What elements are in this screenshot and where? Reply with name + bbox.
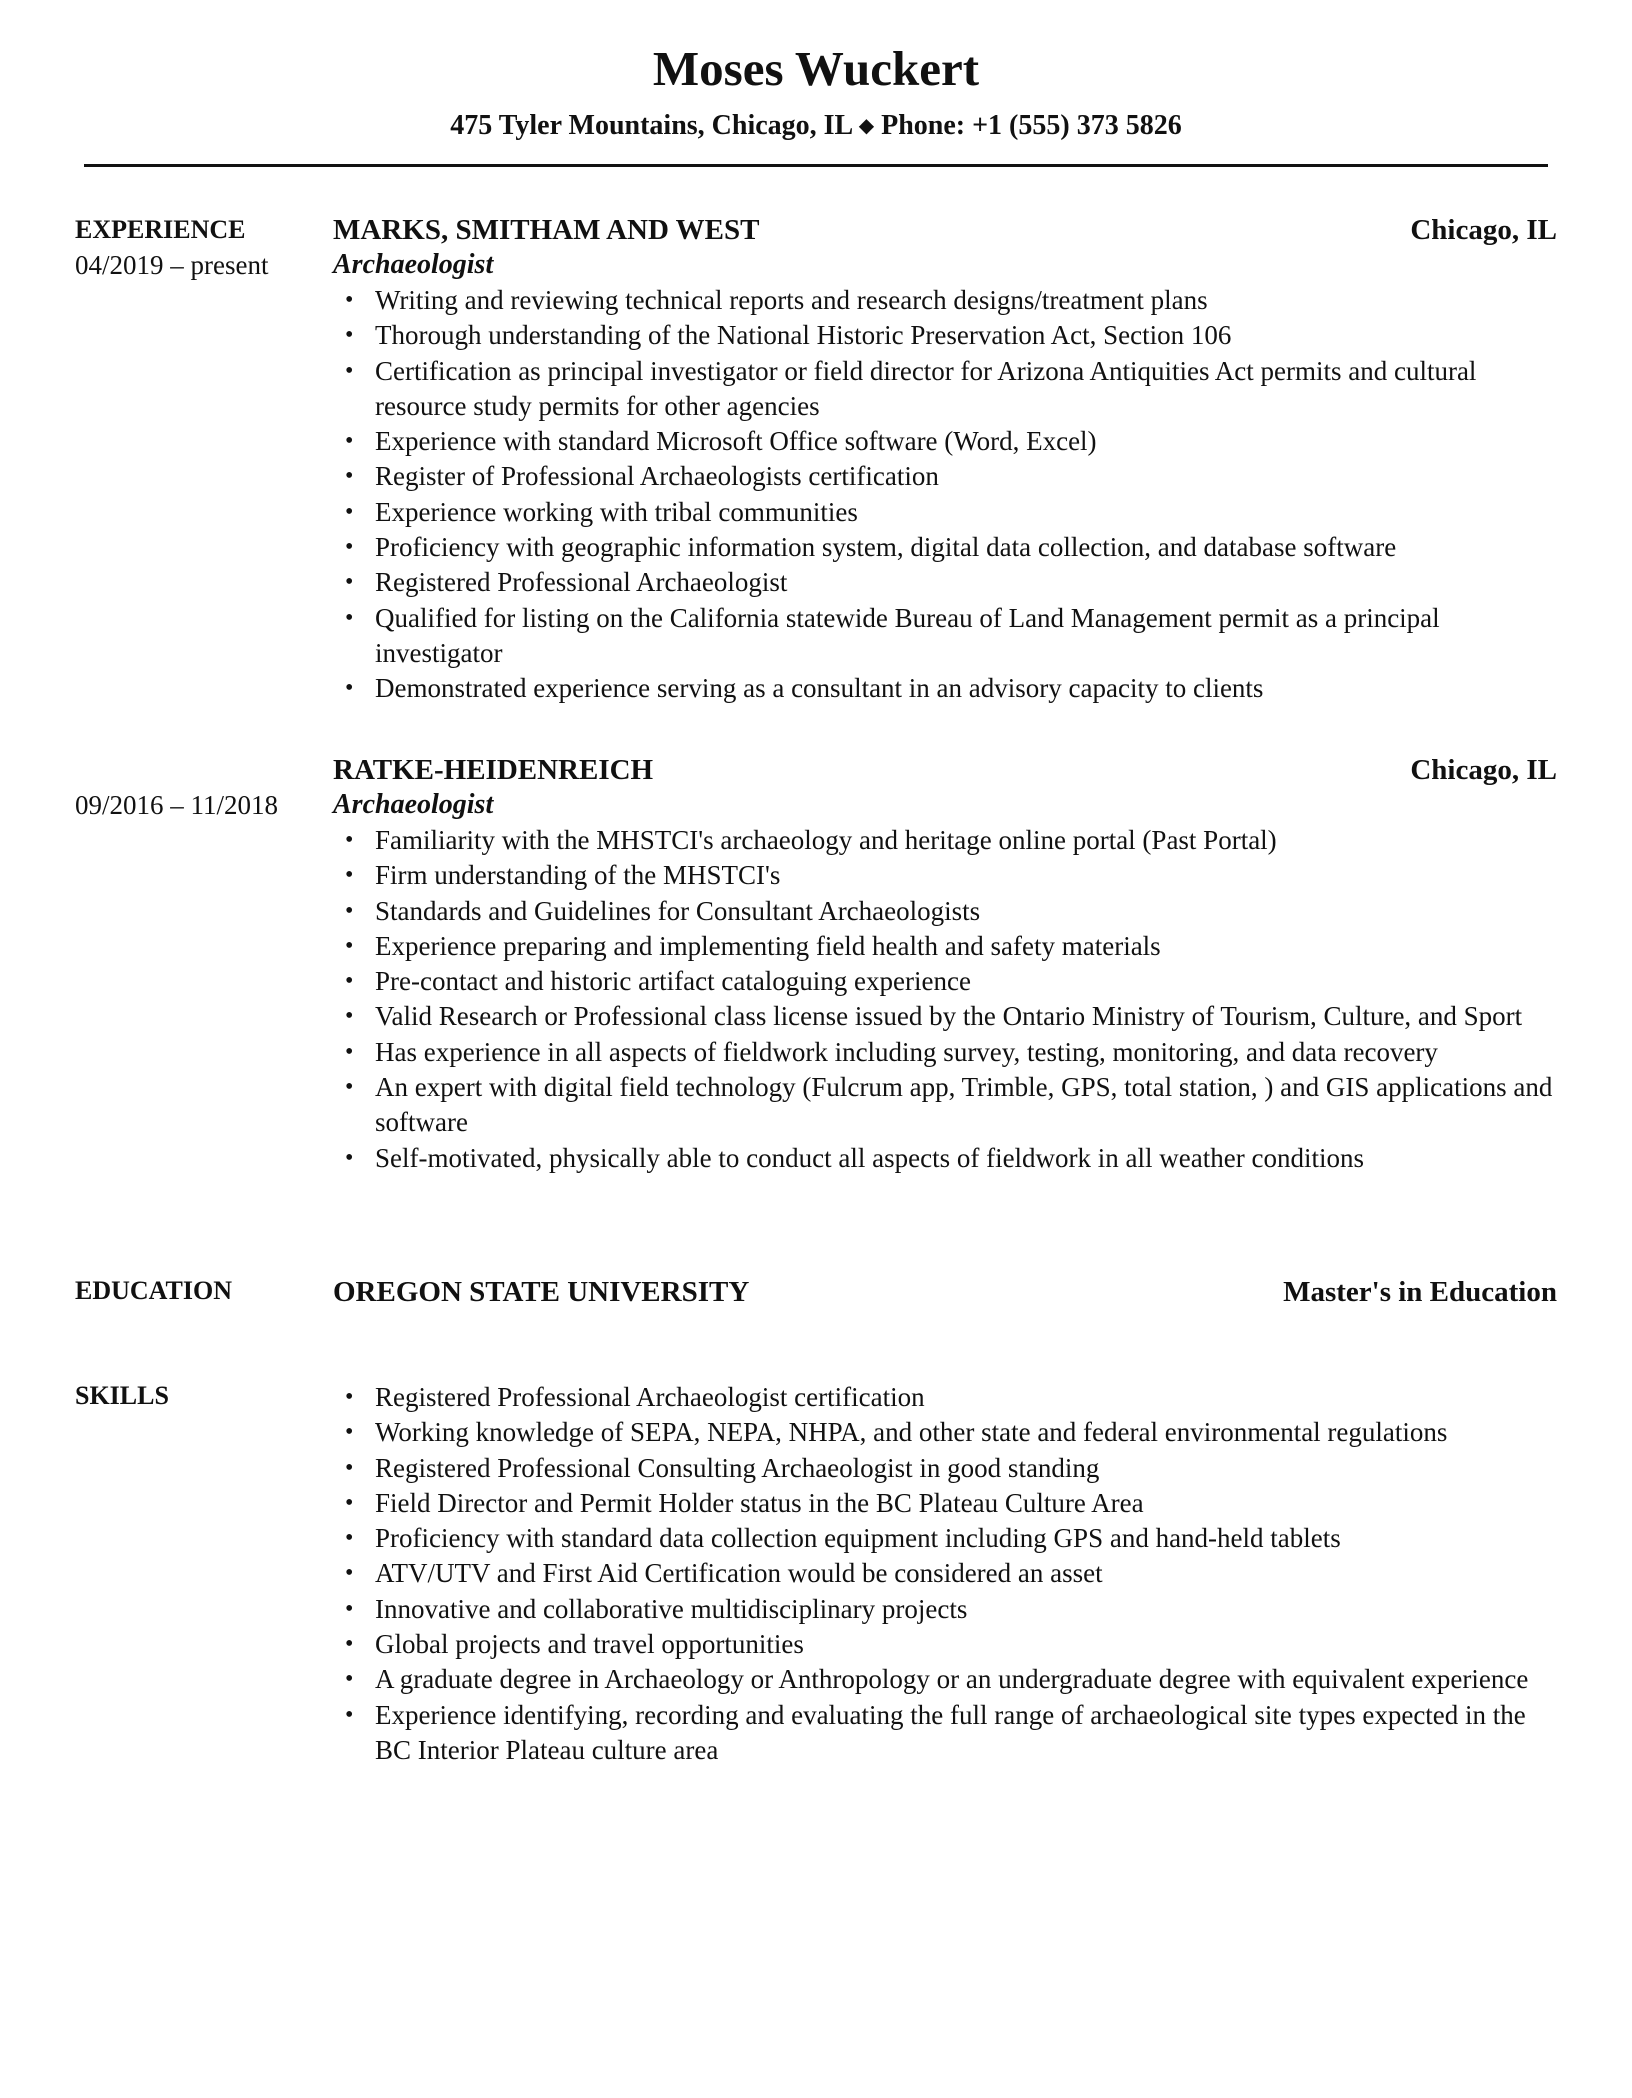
bullet-icon: • [345, 287, 354, 313]
list-item-text: Has experience in all aspects of fieldwork including survey, testing, monitoring, and data recovery [375, 1036, 1438, 1067]
list-item-text: Standards and Guidelines for Consultant Archaeologists [375, 895, 981, 926]
list-item-text: A graduate degree in Archaeology or Anthropology or an undergraduate degree with equivalent experience [375, 1664, 1529, 1695]
list-item-text: Register of Professional Archaeologists certification [375, 461, 939, 492]
school-name: OREGON STATE UNIVERSITY [333, 1276, 750, 1308]
job-date: 09/2016 – 11/2018 [75, 790, 279, 820]
list-item-text: Qualified for listing on the California statewide Bureau of Land Management permit as a principal investigator [375, 602, 1440, 668]
list-item [345, 858, 1557, 893]
resume-header [84, 40, 1548, 145]
bullet-icon: • [345, 1003, 354, 1030]
list-item [345, 1521, 1557, 1556]
bullet-icon: • [345, 1595, 354, 1622]
list-item [345, 671, 1557, 706]
job-date: 04/2019 – present [75, 250, 269, 280]
list-item [345, 1662, 1557, 1697]
bullet-icon: • [345, 1038, 354, 1065]
bullet-icon: • [345, 1419, 354, 1446]
list-item-text: Proficiency with geographic information system, digital data collection, and database software [375, 532, 1397, 563]
bullet-icon: • [345, 604, 354, 631]
list-item-text: Experience preparing and implementing field health and safety materials [375, 930, 1161, 961]
company-name: RATKE-HEIDENREICH [333, 754, 654, 786]
list-item [345, 999, 1557, 1034]
candidate-name: Moses Wuckert [652, 41, 980, 96]
education-entry [333, 1275, 1557, 1309]
bullet-icon: • [345, 1560, 354, 1587]
list-item-text: Pre-contact and historic artifact cataloguing experience [375, 966, 971, 997]
list-item [345, 1415, 1557, 1450]
bullet-icon: • [345, 1384, 354, 1410]
bullet-icon: • [345, 1525, 354, 1552]
bullet-icon: • [345, 968, 354, 995]
list-item [345, 1627, 1557, 1662]
list-item [345, 894, 1557, 929]
bullet-icon: • [345, 862, 354, 889]
list-item [345, 1592, 1557, 1627]
list-item [345, 823, 1557, 858]
skills-entry [333, 1380, 1557, 1768]
bullet-icon: • [345, 1701, 354, 1728]
list-item-text: Experience identifying, recording and evaluating the full range of archaeological site types expected in the BC Interior Plateau culture area [375, 1699, 1526, 1765]
list-item-text: Self-motivated, physically able to conduct all aspects of fieldwork in all weather conditions [375, 1142, 1364, 1173]
bullet-icon: • [345, 463, 354, 490]
list-item-text: Thorough understanding of the National Historic Preservation Act, Section 106 [375, 320, 1232, 351]
degree: Master's in Education [1283, 1276, 1557, 1308]
list-item [345, 1070, 1557, 1141]
job-header [333, 753, 1557, 787]
list-item-text: Writing and reviewing technical reports and research designs/treatment plans [375, 285, 1208, 315]
list-item [345, 964, 1557, 999]
list-item [345, 424, 1557, 459]
bullet-icon: • [345, 1454, 354, 1481]
bullet-icon: • [345, 827, 354, 853]
list-item [345, 1698, 1557, 1769]
job-location: Chicago, IL [1410, 214, 1557, 246]
job-entry [333, 213, 1557, 707]
list-item-text: ATV/UTV and First Aid Certification would be considered an asset [375, 1558, 1103, 1589]
job-entry [333, 753, 1557, 1176]
bullet-icon: • [345, 534, 354, 561]
list-item [345, 1380, 1557, 1415]
bullet-icon: • [345, 1489, 354, 1516]
contact-line [84, 109, 1548, 145]
job-header [333, 213, 1557, 247]
list-item-text: Valid Research or Professional class license issued by the Ontario Ministry of Tourism, Culture, and Sport [375, 1001, 1523, 1032]
list-item-text: Firm understanding of the MHSTCI's [375, 860, 781, 891]
job-bullets [333, 823, 1557, 1176]
bullet-icon: • [345, 1144, 354, 1171]
list-item-text: Proficiency with standard data collection equipment including GPS and hand-held tablets [375, 1523, 1341, 1554]
bullet-icon: • [345, 932, 354, 959]
bullet-icon: • [345, 1074, 354, 1101]
list-item-text: Experience working with tribal communities [375, 496, 858, 527]
phone: Phone: +1 (555) 373 5826 [881, 110, 1182, 141]
list-item [345, 929, 1557, 964]
list-item [345, 283, 1557, 318]
section-label-experience: EXPERIENCE [75, 215, 246, 244]
company-name: MARKS, SMITHAM AND WEST [333, 214, 760, 246]
list-item-text: Demonstrated experience serving as a consultant in an advisory capacity to clients [375, 673, 1264, 704]
skills-list [333, 1380, 1557, 1768]
list-item [345, 459, 1557, 494]
list-item-text: Field Director and Permit Holder status in the BC Plateau Culture Area [375, 1487, 1144, 1518]
list-item-text: Global projects and travel opportunities [375, 1629, 804, 1660]
list-item-text: Registered Professional Archaeologist [375, 567, 788, 598]
list-item [345, 318, 1557, 353]
list-item [345, 565, 1557, 600]
list-item [345, 354, 1557, 425]
list-item-text: Innovative and collaborative multidisciplinary projects [375, 1593, 968, 1624]
section-label-education: EDUCATION [75, 1276, 232, 1305]
header-divider [84, 164, 1548, 167]
list-item [345, 495, 1557, 530]
list-item-text: Certification as principal investigator or field director for Arizona Antiquities Act permits and cultural resource study permits for other agencies [375, 355, 1477, 421]
list-item [345, 1486, 1557, 1521]
bullet-icon: • [345, 428, 354, 455]
list-item-text: Registered Professional Consulting Archaeologist in good standing [375, 1452, 1100, 1483]
list-item-text: Familiarity with the MHSTCI's archaeology and heritage online portal (Past Portal) [375, 825, 1277, 855]
address: 475 Tyler Mountains, Chicago, IL [450, 110, 852, 141]
section-label-skills: SKILLS [75, 1381, 169, 1410]
job-title: Archaeologist [333, 789, 494, 820]
list-item-text: An expert with digital field technology (Fulcrum app, Trimble, GPS, total station, ) and GIS applications and software [375, 1072, 1553, 1138]
list-item [345, 1035, 1557, 1070]
job-location: Chicago, IL [1410, 754, 1557, 786]
diamond-separator-icon: ◆ [858, 115, 875, 137]
bullet-icon: • [345, 569, 354, 596]
list-item-text: Registered Professional Archaeologist certification [375, 1382, 925, 1412]
list-item [345, 1556, 1557, 1591]
job-bullets [333, 283, 1557, 707]
list-item [345, 1451, 1557, 1486]
list-item [345, 530, 1557, 565]
bullet-icon: • [345, 498, 354, 525]
list-item [345, 601, 1557, 672]
list-item-text: Experience with standard Microsoft Office software (Word, Excel) [375, 426, 1097, 457]
bullet-icon: • [345, 1631, 354, 1658]
bullet-icon: • [345, 357, 354, 384]
bullet-icon: • [345, 897, 354, 924]
bullet-icon: • [345, 322, 354, 349]
list-item-text: Working knowledge of SEPA, NEPA, NHPA, and other state and federal environmental regulations [375, 1417, 1448, 1448]
bullet-icon: • [345, 675, 354, 702]
bullet-icon: • [345, 1666, 354, 1693]
list-item [345, 1141, 1557, 1176]
education-header [333, 1275, 1557, 1309]
job-title: Archaeologist [333, 249, 494, 280]
